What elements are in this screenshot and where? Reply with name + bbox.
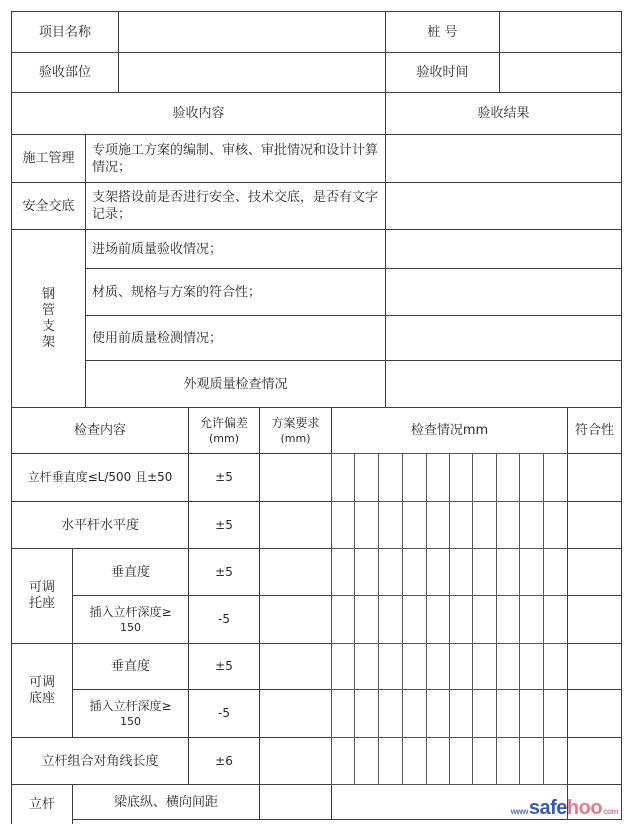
check-cell[interactable]	[472, 737, 497, 785]
content-line1: 插入立杆深度≥	[89, 604, 172, 619]
check-cell[interactable]	[449, 643, 473, 690]
requirement-field[interactable]	[259, 501, 332, 549]
conformity-field[interactable]	[567, 643, 622, 690]
conformity-field[interactable]	[567, 501, 622, 549]
check-cell[interactable]	[402, 548, 427, 596]
check-cell[interactable]	[331, 548, 355, 596]
content-safety-briefing: 支架搭设前是否进行安全、技术交底，是否有文字记录；	[85, 182, 386, 230]
content-construction-management: 专项施工方案的编制、审核、审批情况和设计计算情况；	[85, 134, 386, 183]
check-cell[interactable]	[519, 501, 544, 549]
check-cell[interactable]	[378, 737, 403, 785]
check-cell[interactable]	[472, 643, 497, 690]
check-cell[interactable]	[426, 643, 450, 690]
tolerance-value: ±6	[188, 737, 260, 785]
check-cell[interactable]	[331, 689, 355, 738]
category-char: 管	[41, 302, 55, 318]
group-label-line1: 可调	[28, 580, 55, 595]
check-cell[interactable]	[426, 737, 450, 785]
requirement-field[interactable]	[259, 595, 332, 644]
conformity-field[interactable]	[567, 595, 622, 644]
tolerance-header-unit: (mm)	[208, 431, 239, 445]
check-cell[interactable]	[449, 501, 473, 549]
acceptance-content-header: 验收内容	[11, 92, 386, 135]
check-cell[interactable]	[354, 453, 379, 502]
content-line1: 插入立杆深度≥	[89, 698, 172, 713]
content-material-conformity: 材质、规格与方案的符合性；	[85, 268, 386, 316]
requirement-header	[259, 407, 332, 454]
inspection-content-top-insertion-depth	[72, 595, 189, 644]
check-cell[interactable]	[378, 643, 403, 690]
requirement-header-unit: (mm)	[280, 431, 311, 445]
content-pre-use-testing: 使用前质量检测情况；	[85, 315, 386, 361]
check-cell[interactable]	[496, 453, 520, 502]
tolerance-value: ±5	[188, 501, 260, 549]
check-cell[interactable]	[354, 643, 379, 690]
check-cell[interactable]	[331, 737, 355, 785]
check-cell[interactable]	[543, 689, 568, 738]
check-cell[interactable]	[378, 501, 403, 549]
check-cell[interactable]	[543, 453, 568, 502]
check-cell[interactable]	[426, 501, 450, 549]
check-cell[interactable]	[354, 501, 379, 549]
requirement-field[interactable]	[259, 689, 332, 738]
inspection-content-header: 检查内容	[11, 407, 189, 454]
check-cell[interactable]	[378, 689, 403, 738]
check-cell[interactable]	[472, 595, 497, 644]
check-cell[interactable]	[519, 595, 544, 644]
group-label-line1: 可调	[28, 674, 55, 690]
tolerance-value: -5	[188, 595, 260, 644]
inspection-content-base-verticality: 垂直度	[72, 643, 189, 690]
check-cell[interactable]	[472, 453, 497, 502]
result-appearance-check[interactable]	[385, 360, 622, 408]
acceptance-result-header: 验收结果	[385, 92, 622, 135]
pile-no-label: 桩 号	[385, 11, 500, 53]
check-cell[interactable]	[496, 643, 520, 690]
check-cell[interactable]	[354, 737, 379, 785]
check-cell[interactable]	[449, 453, 473, 502]
check-cell[interactable]	[331, 595, 355, 644]
content-appearance-check: 外观质量检查情况	[85, 360, 386, 408]
acceptance-part-field[interactable]	[118, 52, 386, 93]
check-cell[interactable]	[472, 501, 497, 549]
result-material-conformity[interactable]	[385, 268, 622, 316]
acceptance-part-label: 验收部位	[11, 52, 119, 93]
check-cell[interactable]	[472, 548, 497, 596]
inspection-content-beam-spacing: 梁底纵、横向间距	[72, 784, 260, 820]
check-header: 检查情况mm	[331, 407, 568, 454]
inspection-content-base-insertion-depth	[72, 689, 189, 738]
check-cell[interactable]	[496, 689, 520, 738]
requirement-field[interactable]	[259, 548, 332, 596]
check-cell[interactable]	[426, 453, 450, 502]
check-cell[interactable]	[519, 548, 544, 596]
group-adjustable-base	[11, 643, 73, 738]
tolerance-value: ±5	[188, 453, 260, 502]
check-cell[interactable]	[543, 548, 568, 596]
check-cell[interactable]	[519, 689, 544, 738]
check-cell[interactable]	[402, 643, 427, 690]
check-cell[interactable]	[426, 595, 450, 644]
category-char: 架	[41, 334, 55, 350]
category-char: 钢	[41, 286, 55, 302]
check-cell[interactable]	[449, 595, 473, 644]
inspection-content-horizontal-level: 水平杆水平度	[11, 501, 189, 549]
watermark-logo	[510, 797, 618, 819]
check-cell[interactable]	[449, 689, 473, 738]
result-construction-management[interactable]	[385, 134, 622, 183]
conformity-header: 符合性	[567, 407, 622, 454]
check-cell[interactable]	[354, 548, 379, 596]
check-cell[interactable]	[472, 689, 497, 738]
acceptance-time-label: 验收时间	[385, 52, 500, 93]
content-line2: 150	[120, 620, 141, 634]
check-cell[interactable]	[378, 453, 403, 502]
check-cell[interactable]	[519, 453, 544, 502]
requirement-field[interactable]	[259, 784, 332, 820]
group-label-line2: 托座	[28, 596, 55, 611]
tolerance-value: ±5	[188, 643, 260, 690]
check-cell[interactable]	[354, 689, 379, 738]
category-char: 支	[41, 318, 55, 334]
pile-no-field[interactable]	[499, 11, 622, 53]
check-cell[interactable]	[519, 643, 544, 690]
inspection-content-top-verticality: 垂直度	[72, 548, 189, 596]
project-name-field[interactable]	[118, 11, 386, 53]
check-cell[interactable]	[426, 548, 450, 596]
check-cell[interactable]	[449, 548, 473, 596]
inspection-content-pole-verticality: 立杆垂直度≤L/500 且±50	[11, 453, 189, 502]
group-pole: 立杆	[11, 784, 73, 824]
check-cell[interactable]	[449, 737, 473, 785]
requirement-field[interactable]	[259, 737, 332, 785]
inspection-content-diagonal-length: 立杆组合对角线长度	[11, 737, 189, 785]
check-cell[interactable]	[354, 595, 379, 644]
result-safety-briefing[interactable]	[385, 182, 622, 230]
check-cell[interactable]	[496, 595, 520, 644]
check-cell[interactable]	[543, 737, 568, 785]
category-steel-pipe-support	[11, 229, 86, 408]
acceptance-time-field[interactable]	[499, 52, 622, 93]
check-cell[interactable]	[519, 737, 544, 785]
check-cell[interactable]	[402, 689, 427, 738]
conformity-field[interactable]	[567, 689, 622, 738]
check-cell[interactable]	[496, 737, 520, 785]
group-label-line2: 底座	[28, 690, 55, 706]
check-cell[interactable]	[331, 643, 355, 690]
check-cell[interactable]	[331, 501, 355, 549]
conformity-field[interactable]	[567, 453, 622, 502]
result-pre-use-testing[interactable]	[385, 315, 622, 361]
category-construction-management: 施工管理	[11, 134, 86, 183]
tolerance-value: -5	[188, 689, 260, 738]
check-cell[interactable]	[378, 595, 403, 644]
tolerance-value: ±5	[188, 548, 260, 596]
check-cell[interactable]	[402, 737, 427, 785]
requirement-field[interactable]	[259, 643, 332, 690]
check-cell[interactable]	[402, 453, 427, 502]
tolerance-header-line1: 允许偏差	[199, 415, 248, 430]
content-incoming-inspection: 进场前质量验收情况；	[85, 229, 386, 269]
group-adjustable-top-support	[11, 548, 73, 644]
content-line2: 150	[120, 714, 141, 728]
result-incoming-inspection[interactable]	[385, 229, 622, 269]
category-safety-briefing: 安全交底	[11, 182, 86, 230]
check-cell[interactable]	[402, 501, 427, 549]
check-cell[interactable]	[496, 501, 520, 549]
watermark-suffix: com	[603, 807, 618, 816]
watermark-part2: hoo	[566, 797, 603, 819]
check-cell[interactable]	[496, 548, 520, 596]
check-cell[interactable]	[543, 501, 568, 549]
check-cell[interactable]	[331, 453, 355, 502]
check-cell[interactable]	[402, 595, 427, 644]
conformity-field[interactable]	[567, 548, 622, 596]
check-cell[interactable]	[543, 643, 568, 690]
watermark-prefix: www	[510, 807, 528, 816]
requirement-field[interactable]	[259, 453, 332, 502]
check-cell[interactable]	[378, 548, 403, 596]
watermark-part1: safe	[528, 797, 567, 819]
check-cell[interactable]	[543, 595, 568, 644]
conformity-field[interactable]	[567, 737, 622, 785]
project-name-label: 项目名称	[11, 11, 119, 53]
requirement-header-line1: 方案要求	[271, 415, 320, 430]
tolerance-header	[188, 407, 260, 454]
check-cell[interactable]	[426, 689, 450, 738]
